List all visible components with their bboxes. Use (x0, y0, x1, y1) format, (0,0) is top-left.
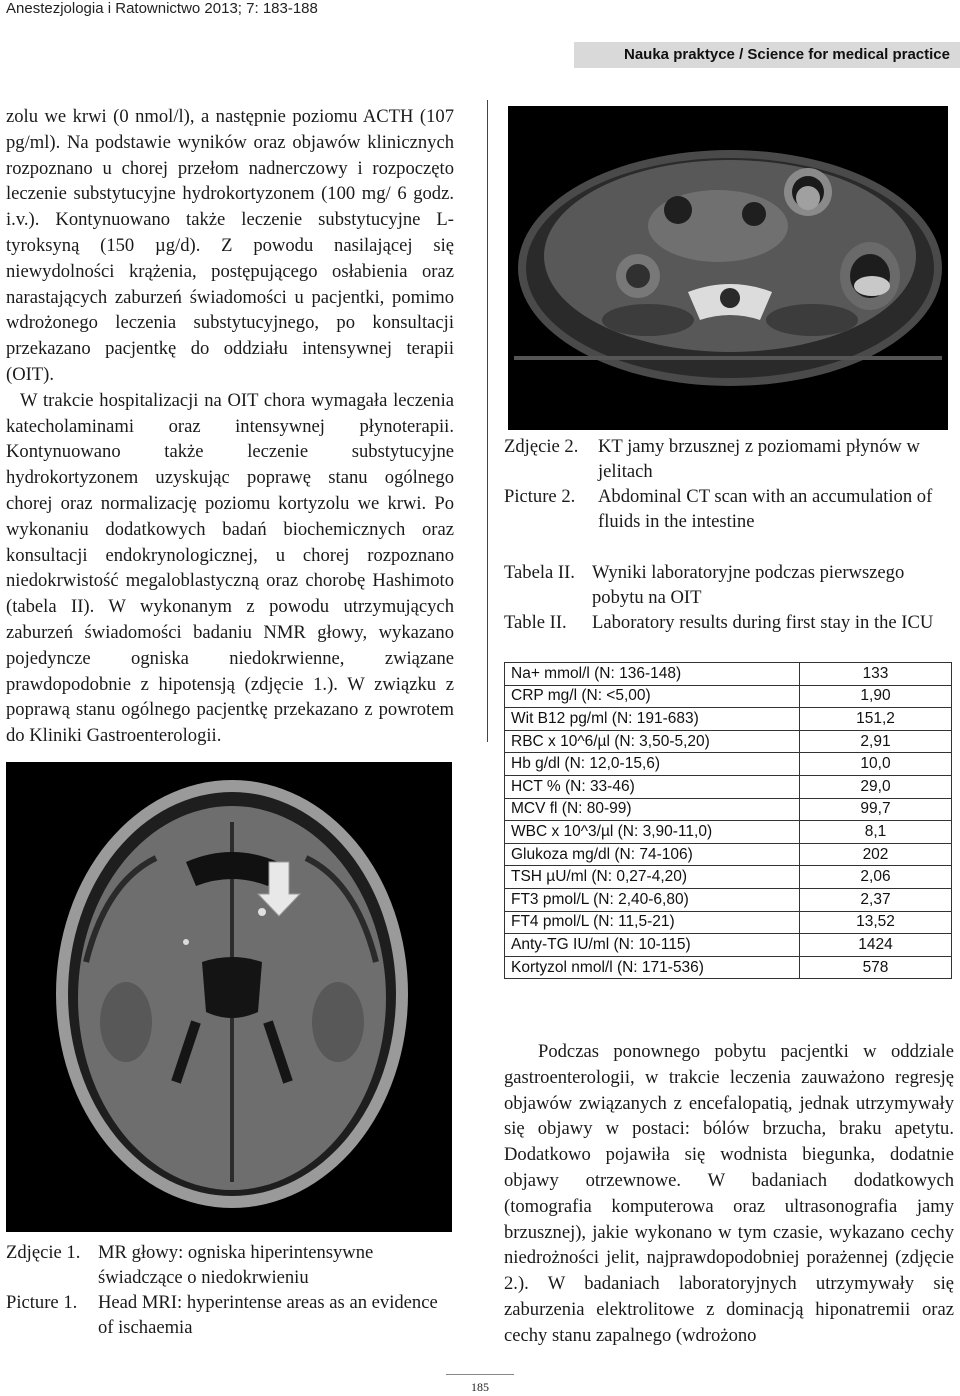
body-paragraph: zolu we krwi (0 nmol/l), a następnie poziomu ACTH (107 pg/ml). Na podstawie wyników oraz objawów klinicznych rozpoznano u chorej przełom nadnerczowy i rozpoczęto leczenie substytucyjne hydrokortyzonem (100 mg/ 6 godz. i.v.). Kontynuowano także leczenie substytucyjne L-tyroksyną (150 µg/d). Z powodu nasilającej się niewydolności krążenia, postępującego osłabienia oraz narastających zaburzeń świadomości u pacjentki, pomimo wdrożonego leczenia substytucyjnego, po konsultacji przekazano pacjentkę do oddziału intensywnej terapii (OIT). (6, 106, 454, 385)
table-row (505, 775, 952, 798)
lab-test-cell: RBC x 10^6/µl (N: 3,50-5,20) (505, 730, 800, 753)
mri-head-image (6, 762, 452, 1232)
lab-test-cell: FT4 pmol/L (N: 11,5-21) (505, 911, 800, 934)
lab-test-cell: Hb g/dl (N: 12,0-15,6) (505, 753, 800, 776)
lab-test-cell: Anty-TG IU/ml (N: 10-115) (505, 934, 800, 957)
lab-value-cell: 151,2 (800, 708, 952, 731)
lab-value-cell: 202 (800, 843, 952, 866)
caption-label: Table II. (504, 612, 567, 633)
lab-test-cell: Glukoza mg/dl (N: 74-106) (505, 843, 800, 866)
lab-test-cell: WBC x 10^3/µl (N: 3,90-11,0) (505, 821, 800, 844)
caption-label: Zdjęcie 1. (6, 1242, 81, 1263)
column-divider (487, 100, 488, 742)
lab-test-cell: TSH µU/ml (N: 0,27-4,20) (505, 866, 800, 889)
ct-figure-caption (504, 434, 956, 534)
table-row (505, 798, 952, 821)
table-row (505, 730, 952, 753)
caption-label: Picture 2. (504, 486, 576, 507)
lab-test-cell: MCV fl (N: 80-99) (505, 798, 800, 821)
table-caption (504, 560, 956, 635)
caption-text: Laboratory results during first stay in the ICU (592, 612, 934, 633)
lab-test-cell: Wit B12 pg/ml (N: 191-683) (505, 708, 800, 731)
lab-test-cell: CRP mg/l (N: <5,00) (505, 685, 800, 708)
lab-test-cell: FT3 pmol/L (N: 2,40-6,80) (505, 888, 800, 911)
lab-value-cell: 578 (800, 956, 952, 979)
table-row (505, 911, 952, 934)
body-paragraph: Podczas ponownego pobytu pacjentki w oddziale gastroenterologii, w trakcie leczenia zauważono regresję objawów związanych z encefalopatią, jednak utrzymywały się objawy w postaci: bólów brzucha, braku apetytu. Dodatkowo pojawiła się wodnista biegunka, dodatnie objawy otrzewnowe. W badaniach dodatkowych (tomografia komputerowa oraz ultrasonografia jamy brzusznej), jakie wykonano w tym czasie, wykazano cechy niedrożności jelit, najprawdopodobniej porażennej (zdjęcie 2.). W badaniach laboratoryjnych utrzymywały się zaburzenia elektrolitowe z dominacją hiponatremii oraz cechy stanu zapalnego (wdrożono (504, 1041, 954, 1346)
table-row (505, 934, 952, 957)
page-number: 185 (471, 1380, 489, 1394)
lab-results-table (504, 662, 952, 979)
lab-value-cell: 2,37 (800, 888, 952, 911)
lab-test-cell: HCT % (N: 33-46) (505, 775, 800, 798)
table-row (505, 821, 952, 844)
caption-text: KT jamy brzusznej z poziomami płynów w jelitach (598, 436, 920, 482)
lab-test-cell: Kortyzol nmol/l (N: 171-536) (505, 956, 800, 979)
table-row (505, 866, 952, 889)
body-paragraph: W trakcie hospitalizacji na OIT chora wymagała leczenia katecholaminami oraz intensywnej płynoterapii. Kontynuowano także leczenie substytucyjne hydrokortyzonem uzyskując poprawę stanu ogólnego chorej oraz normalizację poziomu kortyzolu we krwi. Po wykonaniu dodatkowych badań biochemicznych oraz konsultacji endokrynologicznej, u chorej rozpoznano niedokrwistość megaloblastyczną oraz chorobę Hashimoto (tabela II). W wykonanym z powodu utrzymujących zaburzeń świadomości badaniu NMR głowy, wykazano pojedyncze ogniska niedokrwienne, związane prawdopodobnie z hipotensją (zdjęcie 1.). W związku z poprawą stanu ogólnego pacjentkę przekazano z powrotem do Kliniki Gastroenterologii. (6, 389, 454, 747)
caption-label: Tabela II. (504, 562, 575, 583)
table-row (505, 685, 952, 708)
lab-value-cell: 29,0 (800, 775, 952, 798)
lab-value-cell: 133 (800, 663, 952, 686)
section-banner: Nauka praktyce / Science for medical practice (574, 42, 960, 68)
page-number-rule (446, 1374, 514, 1375)
caption-text: Wyniki laboratoryjne podczas pierwszego pobytu na OIT (592, 562, 905, 608)
table-row (505, 888, 952, 911)
table-row (505, 956, 952, 979)
left-column-text (6, 104, 454, 749)
lab-value-cell: 10,0 (800, 753, 952, 776)
mri-figure-caption (6, 1240, 454, 1340)
lab-test-cell: Na+ mmol/l (N: 136-148) (505, 663, 800, 686)
caption-label: Picture 1. (6, 1292, 78, 1313)
lab-value-cell: 99,7 (800, 798, 952, 821)
caption-text: MR głowy: ogniska hiperintensywne świadczące o niedokrwieniu (98, 1242, 374, 1288)
table-row (505, 843, 952, 866)
table-row (505, 753, 952, 776)
right-column-text (504, 1039, 954, 1349)
lab-value-cell: 8,1 (800, 821, 952, 844)
table-row (505, 708, 952, 731)
table-row (505, 663, 952, 686)
caption-label: Zdjęcie 2. (504, 436, 579, 457)
lab-value-cell: 2,06 (800, 866, 952, 889)
journal-citation: Anestezjologia i Ratownictwo 2013; 7: 183-188 (6, 0, 318, 17)
lab-value-cell: 1,90 (800, 685, 952, 708)
lab-value-cell: 1424 (800, 934, 952, 957)
caption-text: Head MRI: hyperintense areas as an evidence of ischaemia (98, 1292, 438, 1338)
ct-abdomen-image (508, 106, 948, 430)
lab-value-cell: 13,52 (800, 911, 952, 934)
lab-value-cell: 2,91 (800, 730, 952, 753)
caption-text: Abdominal CT scan with an accumulation of fluids in the intestine (598, 486, 933, 532)
